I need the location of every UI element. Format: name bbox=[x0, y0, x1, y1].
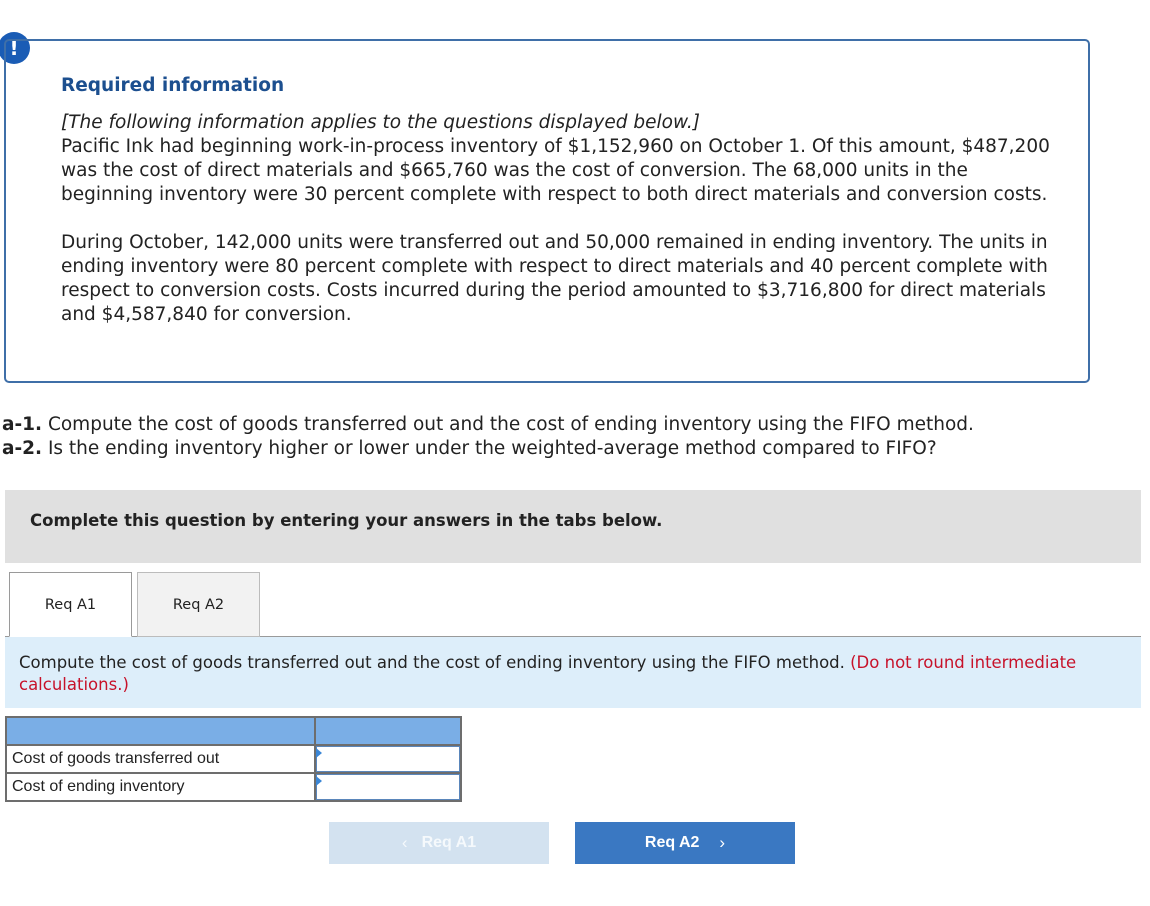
header-label-cell bbox=[6, 717, 315, 745]
input-cell-transferred-out bbox=[315, 745, 461, 773]
question-a1: a-1. Compute the cost of goods transferred out and the cost of ending inventory using the FIFO method. bbox=[2, 414, 974, 435]
info-body bbox=[61, 111, 1051, 327]
required-information-box bbox=[4, 39, 1090, 383]
table-header-row bbox=[6, 717, 461, 745]
input-cell-ending-inventory bbox=[315, 773, 461, 801]
row-label-ending-inventory: Cost of ending inventory bbox=[6, 773, 315, 801]
ending-inventory-input[interactable] bbox=[316, 774, 460, 800]
prompt-note: (Do not round intermediate calculations.) bbox=[19, 653, 1077, 694]
tab-req-a2[interactable] bbox=[137, 572, 260, 637]
table-row bbox=[6, 745, 461, 773]
row-label-transferred-out: Cost of goods transferred out bbox=[6, 745, 315, 773]
answer-table bbox=[5, 716, 462, 802]
prev-button[interactable] bbox=[329, 822, 549, 864]
tab-req-a1[interactable] bbox=[9, 572, 132, 637]
prompt-text: Compute the cost of goods transferred out and the cost of ending inventory using the FIFO method. bbox=[19, 653, 851, 672]
instruction-bar: Complete this question by entering your answers in the tabs below. bbox=[5, 490, 1141, 563]
chevron-right-icon: › bbox=[719, 833, 726, 852]
info-paragraph-2: During October, 142,000 units were transferred out and 50,000 remained in ending inventory. The units in ending inventory were 80 percent complete with respect to direct materials and 40 percent complete with respect to conversion costs. Costs incurred during the period amounted to $3,716,800 for direct materials and $4,587,840 for conversion. bbox=[61, 232, 1048, 325]
info-intro: [The following information applies to the questions displayed below.] bbox=[61, 112, 700, 133]
cell-marker-icon bbox=[316, 748, 322, 758]
info-title: Required information bbox=[61, 75, 285, 96]
alert-icon: ! bbox=[0, 32, 30, 64]
tab-req-a2-label: Req A2 bbox=[172, 596, 225, 613]
question-a2: a-2. Is the ending inventory higher or lower under the weighted-average method compared to FIFO? bbox=[2, 438, 937, 459]
info-paragraph-1: Pacific Ink had beginning work-in-process inventory of $1,152,960 on October 1. Of this amount, $487,200 was the cost of direct materials and $665,760 was the cost of conversion. The 68,000 units in the beginning inventory were 30 percent complete with respect to both direct materials and conversion costs. bbox=[61, 136, 1050, 205]
next-button[interactable] bbox=[575, 822, 795, 864]
prev-button-label: Req A1 bbox=[421, 834, 477, 851]
questions bbox=[2, 413, 1142, 461]
chevron-left-icon: ‹ bbox=[401, 833, 408, 852]
table-row bbox=[6, 773, 461, 801]
transferred-out-input[interactable] bbox=[316, 746, 460, 772]
question-prompt bbox=[5, 637, 1141, 708]
cell-marker-icon bbox=[316, 776, 322, 786]
next-button-label: Req A2 bbox=[644, 834, 700, 851]
header-value-cell bbox=[315, 717, 461, 745]
tab-req-a1-label: Req A1 bbox=[44, 596, 97, 613]
